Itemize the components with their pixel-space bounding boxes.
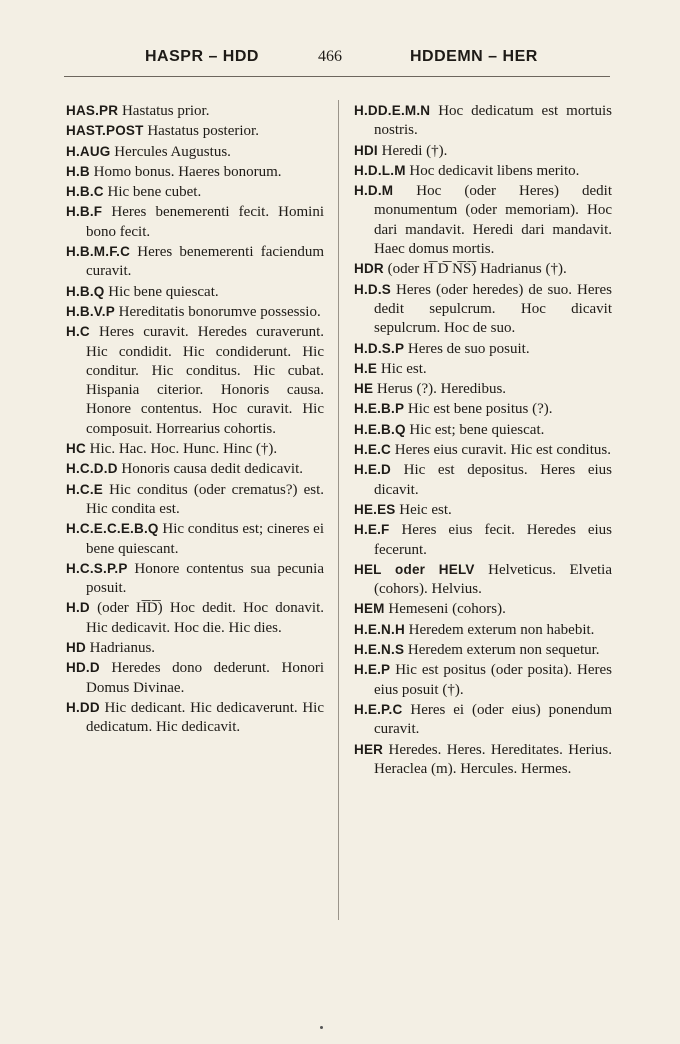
column-divider <box>338 100 339 920</box>
dictionary-entry <box>66 282 324 302</box>
dictionary-entry <box>354 620 612 640</box>
dictionary-entry <box>354 399 612 419</box>
entry-abbreviation: H.C.E.C.E.B.Q <box>66 521 159 537</box>
entry-text: Hic bene quiescat. <box>108 283 219 300</box>
entry-abbreviation: H.B <box>66 163 90 179</box>
entry-text: Heredi (†). <box>381 142 448 159</box>
dictionary-entry <box>354 599 612 619</box>
entry-text: Heres benemerenti faciendum curavit. <box>86 244 325 280</box>
entry-text: Herus (?). Heredibus. <box>376 381 507 398</box>
entry-abbreviation: HE <box>354 381 374 397</box>
entry-text: Hoc (oder Heres) dedit monumentum (oder memoriam). Hoc dari mandavit. Heredi dari mandavit. Haec domus mortis. <box>374 183 613 258</box>
entry-abbreviation: HAS.PR <box>66 103 119 118</box>
dictionary-entry <box>66 242 324 282</box>
dictionary-entry <box>66 459 324 479</box>
dictionary-entry <box>66 302 324 322</box>
entry-abbreviation: H.E.F <box>354 522 390 538</box>
entry-abbreviation: H.C.D.D <box>66 461 118 477</box>
entry-text: Heredem exterum non sequetur. <box>407 642 600 659</box>
dictionary-entry <box>66 121 324 141</box>
dictionary-entry <box>66 202 324 242</box>
dictionary-entry <box>66 182 324 202</box>
entry-abbreviation: H.D <box>66 600 90 616</box>
entry-abbreviation: H.E.C <box>354 442 392 458</box>
entry-abbreviation: H.D.M <box>354 183 394 199</box>
entry-abbreviation: H.E <box>354 360 378 376</box>
dictionary-entry <box>354 141 612 161</box>
dictionary-entry <box>66 658 324 698</box>
dictionary-entry <box>354 359 612 379</box>
dictionary-entry <box>354 259 612 279</box>
entry-text: Heres ei (oder eius) ponendum curavit. <box>374 701 613 738</box>
dictionary-entry <box>354 660 612 700</box>
dictionary-entry <box>66 519 324 559</box>
entry-abbreviation: H.B.Q <box>66 283 105 299</box>
dictionary-entry <box>66 142 324 162</box>
entry-text: Hic bene cubet. <box>107 184 202 201</box>
entry-abbreviation: HC <box>66 441 86 457</box>
dictionary-entry <box>354 500 612 520</box>
dictionary-entry <box>66 638 324 658</box>
dictionary-entry <box>354 640 612 660</box>
entry-abbreviation: H.E.B.P <box>354 401 405 417</box>
entry-abbreviation: H.E.P.C <box>354 701 403 717</box>
dictionary-entry <box>354 181 612 259</box>
dictionary-entry <box>66 322 324 439</box>
entry-text: Hic est depositus. Heres eius dicavit. <box>374 462 612 498</box>
entry-abbreviation: HEL oder HELV <box>354 561 475 577</box>
dictionary-entry <box>66 439 324 459</box>
entry-abbreviation: HAST.POST <box>66 123 144 139</box>
entry-abbreviation: H.E.D <box>354 462 392 478</box>
dictionary-entry <box>66 101 324 121</box>
dictionary-entry <box>354 460 612 500</box>
entry-abbreviation: H.D.S.P <box>354 340 405 356</box>
entry-text: Hic est. <box>380 360 427 377</box>
entry-abbreviation: H.E.B.Q <box>354 421 406 437</box>
header-rule <box>64 76 610 77</box>
entry-text: (oder H͞D͞) Hoc dedit. Hoc donavit. Hic dedicavit. Hoc die. Hic dies. <box>86 600 325 636</box>
entry-abbreviation: HDI <box>354 142 378 158</box>
entry-text: Heres eius curavit. Hic est conditus. <box>394 442 611 459</box>
entry-text: Hic dedicant. Hic dedicaverunt. Hic dedicatum. Hic dedicavit. <box>86 699 324 736</box>
entry-text: Hoc dedicavit libens merito. <box>409 162 580 179</box>
entry-text: Hic est bene positus (?). <box>407 401 553 418</box>
entry-text: Hoc dedicatum est mortuis nostris. <box>374 103 613 139</box>
dictionary-entry <box>66 698 324 738</box>
dictionary-entry <box>354 520 612 560</box>
entry-text: Heres (oder heredes) de suo. Heres dedit sepulcrum. Hoc dicavit sepulcrum. Hoc de suo. <box>374 281 613 337</box>
entry-abbreviation: H.B.C <box>66 184 104 200</box>
entry-text: Hic. Hac. Hoc. Hunc. Hinc (†). <box>89 441 278 458</box>
dictionary-entry <box>354 339 612 359</box>
dictionary-entry <box>354 161 612 181</box>
dictionary-entry <box>66 480 324 520</box>
entry-text: Hastatus posterior. <box>147 123 259 140</box>
entry-text: Hic est; bene quiescat. <box>409 421 545 438</box>
dictionary-entry <box>354 700 612 740</box>
entry-text: Heredem exterum non habebit. <box>408 621 595 638</box>
entry-abbreviation: H.AUG <box>66 143 111 159</box>
entry-abbreviation: HD.D <box>66 660 100 676</box>
entry-text: Hemeseni (cohors). <box>388 601 506 618</box>
entry-abbreviation: H.D.S <box>354 281 392 297</box>
entry-text: Hic conditus (oder crematus?) est. Hic condita est. <box>86 481 325 517</box>
entry-abbreviation: H.C.S.P.P <box>66 560 128 576</box>
entry-text: Heic est. <box>399 501 452 518</box>
entry-abbreviation: H.C <box>66 324 90 340</box>
entry-text: (oder H͞ D͞ N͞S͞) Hadrianus (†). <box>387 261 567 278</box>
entry-text: Hercules Augustus. <box>114 143 231 160</box>
entry-text: Heredes dono dederunt. Honori Domus Divinae. <box>86 660 324 696</box>
entry-abbreviation: H.B.F <box>66 204 103 220</box>
entry-abbreviation: HDR <box>354 261 384 277</box>
entry-abbreviation: H.DD.E.M.N <box>354 103 431 118</box>
printer-dot <box>320 1026 323 1029</box>
dictionary-entry <box>354 101 612 141</box>
entry-text: Heres de suo posuit. <box>407 340 530 357</box>
dictionary-entry <box>354 379 612 399</box>
entry-text: Helveticus. Elvetia (cohors). Helvius. <box>374 561 612 598</box>
entry-abbreviation: HE.ES <box>354 501 396 517</box>
page-number: 466 <box>318 48 342 65</box>
entry-abbreviation: H.E.N.H <box>354 621 405 637</box>
entry-text: Heres eius fecit. Heredes eius fecerunt. <box>374 522 613 558</box>
dictionary-entry <box>354 420 612 440</box>
entry-abbreviation: HEM <box>354 601 385 617</box>
entry-abbreviation: H.B.V.P <box>66 303 115 319</box>
entry-text: Heres curavit. Heredes curaverunt. Hic condidit. Hic condiderunt. Hic conditur. Hic conditus. Hic cubat. Hispania citerior. Honoris causa. Honore contentus. Hoc curavit. Hic composuit. Horrearius cohortis. <box>86 324 324 437</box>
entry-text: Heredes. Heres. Hereditates. Herius. Heraclea (m). Hercules. Hermes. <box>374 741 612 777</box>
dictionary-entry <box>354 740 612 780</box>
entry-abbreviation: HER <box>354 741 384 757</box>
entry-abbreviation: H.E.P <box>354 662 391 678</box>
entry-abbreviation: H.DD <box>66 699 100 715</box>
right-column <box>354 101 612 779</box>
dictionary-entry <box>354 280 612 339</box>
entry-text: Hic conditus est; cineres ei bene quiescant. <box>86 521 324 557</box>
dictionary-entry <box>354 440 612 460</box>
running-header <box>0 48 680 72</box>
entry-text: Honore contentus sua pecunia posuit. <box>86 560 324 597</box>
dictionary-entry <box>66 598 324 638</box>
left-column <box>66 101 324 738</box>
entry-text: Hereditatis bonorumve possessio. <box>118 303 321 320</box>
entry-text: Hadrianus. <box>89 640 156 657</box>
header-left-range: HASPR – HDD <box>145 48 259 65</box>
entry-abbreviation: H.C.E <box>66 481 104 497</box>
entry-text: Honoris causa dedit dedicavit. <box>121 461 304 478</box>
entry-text: Hic est positus (oder posita). Heres eius posuit (†). <box>374 662 612 698</box>
header-right-range: HDDEMN – HER <box>410 48 538 65</box>
entry-abbreviation: H.B.M.F.C <box>66 244 131 260</box>
entry-abbreviation: H.D.L.M <box>354 162 406 178</box>
entry-text: Homo bonus. Haeres bonorum. <box>93 163 282 180</box>
entry-text: Hastatus prior. <box>121 103 210 119</box>
dictionary-entry <box>354 560 612 600</box>
dictionary-entry <box>66 559 324 599</box>
dictionary-entry <box>66 162 324 182</box>
entry-text: Heres benemerenti fecit. Homini bono fecit. <box>86 204 325 240</box>
entry-abbreviation: HD <box>66 640 86 656</box>
entry-abbreviation: H.E.N.S <box>354 642 405 658</box>
